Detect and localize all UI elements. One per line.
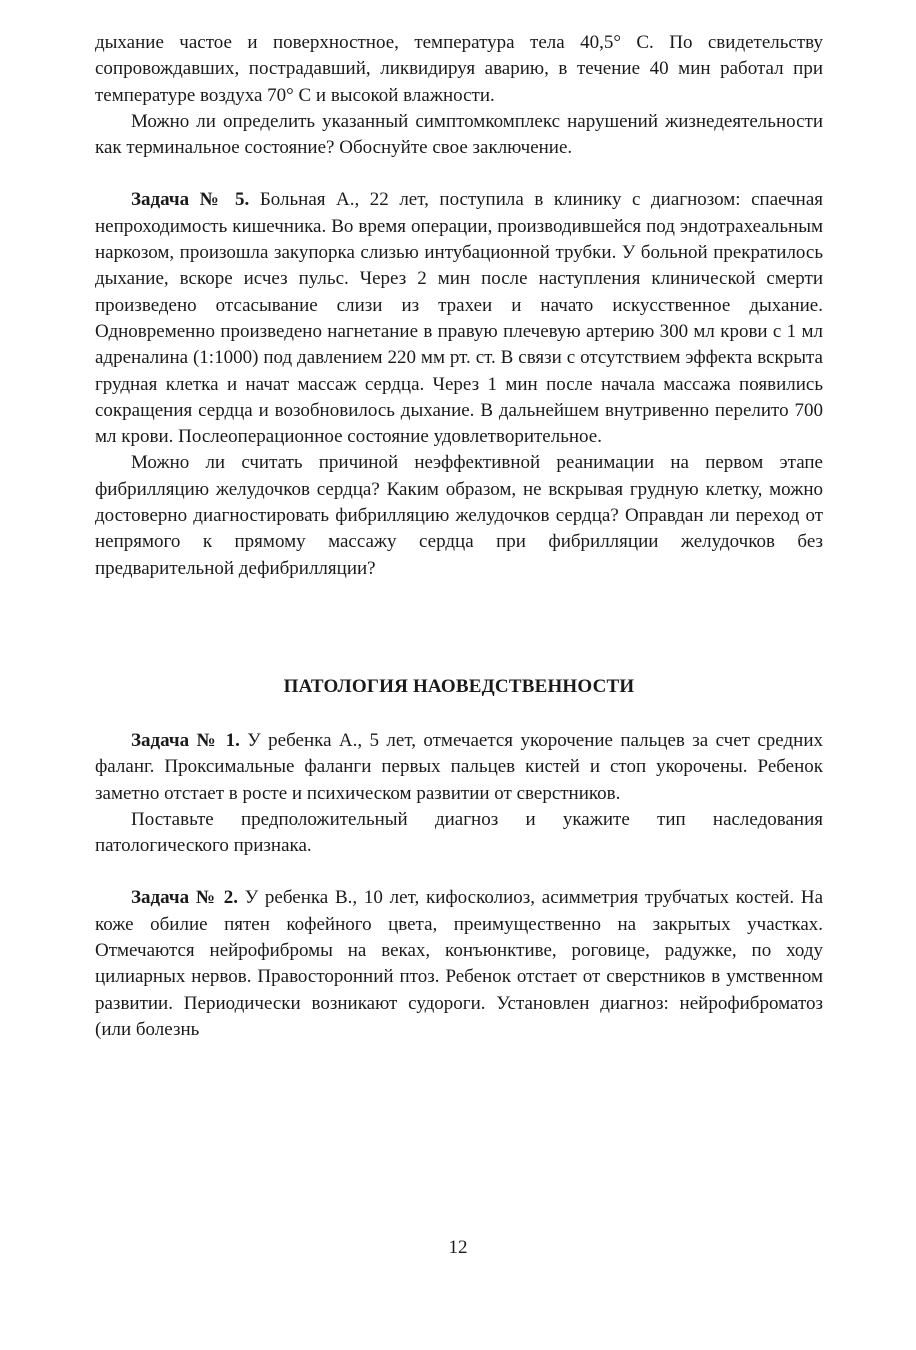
page-number: 12: [448, 1237, 468, 1258]
task-1-question: Поставьте предположительный диагноз и укажите тип наследования патологического признака.: [95, 808, 823, 857]
task-2-label: Задача № 2.: [131, 887, 238, 909]
task-5-label: Задача № 5.: [131, 189, 250, 211]
task-1-label: Задача № 1.: [131, 729, 240, 751]
task-5-question: Можно ли считать причиной неэффективной реанимации на первом этапе фибрилляцию желудочков сердца? Каким образом, не вскрывая грудную клетку, можно достоверно диагностировать фибрилляцию желудочков сердца? Оправдан ли переход от непрямого к прямому массажу сердца при фибрилляции желудочков без предварительной дефибрилляции?: [95, 452, 823, 579]
task-5-text: Больная А., 22 лет, поступила в клинику с диагнозом: спаечная непроходимость кишечника. Во время операции, производившейся под эндотрахеальным наркозом, произошла закупорка слизью интубационной трубки. У больной прекратилось дыхание, вскоре исчез пульс. Через 2 мин после наступления клинической смерти произведено отсасывание слизи из трахеи и начато искусственное дыхание. Одновременно произведено нагнетание в правую плечевую артерию 300 мл крови с 1 мл адреналина (1:1000) под давлением 220 мм рт. ст. В связи с отсутствием эффекта вскрыта грудная клетка и начат массаж сердца. Через 1 мин после начала массажа появились сокращения сердца и возобновилось дыхание. В дальнейшем внутривенно перелито 700 мл крови. Послеоперационное состояние удовлетворительное.: [95, 189, 824, 448]
task-1-text: У ребенка А., 5 лет, отмечается укорочение пальцев за счет средних фаланг. Проксимальные фаланги первых пальцев кистей и стоп укорочены. Ребенок заметно отстает в росте и психическом развитии от сверстников.: [95, 729, 823, 804]
intro-question: Можно ли определить указанный симптомкомплекс нарушений жизнедеятельности как терминальное состояние? Обоснуйте свое заключение.: [95, 110, 823, 159]
task-2-text: У ребенка В., 10 лет, кифосколиоз, асимметрия трубчатых костей. На коже обилие пятен кофейного цвета, преимущественно на закрытых участках. Отмечаются нейрофибромы на веках, конъюнктиве, роговице, радужке, по ходу цилиарных нервов. Правосторонний птоз. Ребенок отстает от сверстников в умственном развитии. Периодически возникают судороги. Установлен диагноз: нейрофиброматоз (или болезнь: [95, 887, 823, 1040]
section-heading: ПАТОЛОГИЯ НАОВЕДСТВЕННОСТИ: [283, 675, 635, 697]
task-1-paragraph: [95, 728, 823, 807]
task-2-paragraph: [95, 885, 823, 1043]
task-5-paragraph: [95, 187, 823, 450]
intro-paragraph: дыхание частое и поверхностное, температура тела 40,5° С. По свидетельству сопровождавших, пострадавший, ликвидируя аварию, в течение 40 мин работал при температуре воздуха 70° С и высокой влажности.: [95, 32, 823, 106]
page-content: [95, 30, 823, 1043]
